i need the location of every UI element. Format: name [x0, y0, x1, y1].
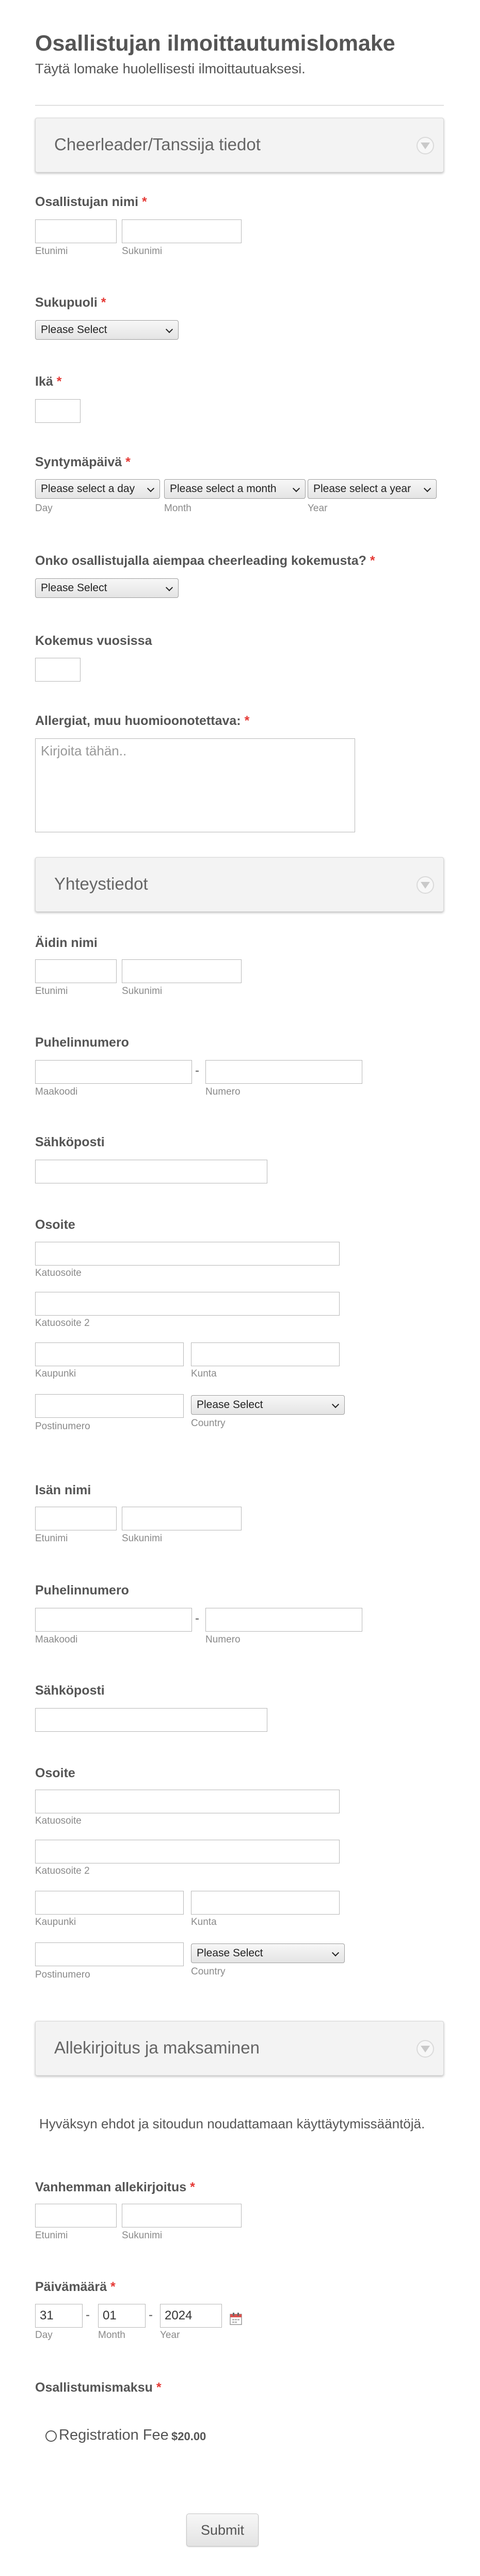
- fee-label: Osallistumismaksu *: [35, 2380, 162, 2395]
- mother-municipality-input[interactable]: [191, 1342, 340, 1366]
- first-name-sublabel: Etunimi: [35, 986, 68, 997]
- father-address-label: Osoite: [35, 1766, 75, 1780]
- first-name-sublabel: Etunimi: [35, 246, 68, 257]
- allergies-label: Allergiat, muu huomioonotettava: *: [35, 714, 250, 728]
- father-email-label: Sähköposti: [35, 1683, 105, 1698]
- father-street-input[interactable]: [35, 1790, 340, 1813]
- birth-day-select[interactable]: Please select a day: [35, 479, 160, 499]
- date-dash: -: [149, 2308, 153, 2322]
- year-sublabel: Year: [308, 503, 328, 514]
- father-municipality-input[interactable]: [191, 1891, 340, 1915]
- date-label: Päivämäärä *: [35, 2280, 116, 2294]
- signature-first-name-input[interactable]: [35, 2204, 117, 2227]
- birth-year-select[interactable]: Please select a year: [308, 479, 437, 499]
- mother-street2-input[interactable]: [35, 1292, 340, 1316]
- municipality-sublabel: Kunta: [191, 1368, 217, 1379]
- street2-sublabel: Katuosoite 2: [35, 1866, 90, 1876]
- father-country-select[interactable]: Please Select: [191, 1943, 345, 1963]
- mother-phone-number-input[interactable]: [205, 1060, 362, 1084]
- mother-email-input[interactable]: [35, 1160, 267, 1183]
- participant-last-name-input[interactable]: [122, 219, 242, 243]
- phone-dash: -: [195, 1611, 199, 1625]
- submit-button[interactable]: Submit: [186, 2514, 259, 2547]
- city-sublabel: Kaupunki: [35, 1917, 76, 1927]
- father-city-input[interactable]: [35, 1891, 184, 1915]
- required-mark: *: [156, 2380, 162, 2395]
- form-subtitle: Täytä lomake huolellisesti ilmoittautuaksesi.: [35, 61, 306, 76]
- allergies-textarea[interactable]: [35, 738, 355, 832]
- mother-name-label: Äidin nimi: [35, 936, 98, 950]
- experience-years-label: Kokemus vuosissa: [35, 634, 152, 648]
- father-phone-label: Puhelinnumero: [35, 1583, 129, 1598]
- city-sublabel: Kaupunki: [35, 1368, 76, 1379]
- required-mark: *: [370, 554, 375, 568]
- header-divider: [35, 105, 444, 106]
- age-label: Ikä *: [35, 374, 62, 389]
- date-day-input[interactable]: [35, 2304, 83, 2328]
- month-sublabel: Month: [164, 503, 191, 514]
- calendar-icon[interactable]: [229, 2312, 243, 2326]
- experience-years-input[interactable]: [35, 658, 81, 682]
- participant-first-name-input[interactable]: [35, 219, 117, 243]
- mother-country-select[interactable]: Please Select: [191, 1395, 345, 1415]
- mother-first-name-input[interactable]: [35, 959, 117, 983]
- section-title: Yhteystiedot: [54, 874, 148, 893]
- father-name-label: Isän nimi: [35, 1483, 91, 1497]
- registration-fee-label[interactable]: Registration Fee: [59, 2427, 169, 2443]
- phone-dash: -: [195, 1064, 199, 1078]
- registration-fee-price: $20.00: [171, 2430, 206, 2443]
- mother-street-input[interactable]: [35, 1242, 340, 1266]
- day-sublabel: Day: [35, 2330, 53, 2341]
- area-code-sublabel: Maakoodi: [35, 1634, 78, 1645]
- parent-signature-label: Vanhemman allekirjoitus *: [35, 2180, 195, 2194]
- required-mark: *: [110, 2280, 116, 2294]
- date-dash: -: [86, 2308, 90, 2322]
- collapse-toggle-icon[interactable]: [417, 137, 434, 154]
- father-postal-input[interactable]: [35, 1942, 184, 1966]
- area-code-sublabel: Maakoodi: [35, 1086, 78, 1097]
- father-first-name-input[interactable]: [35, 1507, 117, 1530]
- signature-last-name-input[interactable]: [122, 2204, 242, 2227]
- father-street2-input[interactable]: [35, 1840, 340, 1863]
- first-name-sublabel: Etunimi: [35, 1533, 68, 1544]
- section-contact-header[interactable]: [35, 857, 444, 912]
- required-mark: *: [142, 195, 147, 209]
- father-email-input[interactable]: [35, 1708, 267, 1732]
- month-sublabel: Month: [98, 2330, 125, 2341]
- phone-number-sublabel: Numero: [205, 1634, 241, 1645]
- experience-select[interactable]: Please Select: [35, 578, 179, 598]
- mother-email-label: Sähköposti: [35, 1135, 105, 1149]
- gender-label: Sukupuoli *: [35, 295, 106, 310]
- form-title: Osallistujan ilmoittautumislomake: [35, 31, 395, 56]
- required-mark: *: [190, 2180, 195, 2194]
- last-name-sublabel: Sukunimi: [122, 2230, 163, 2241]
- birthdate-label: Syntymäpäivä *: [35, 455, 131, 469]
- section-cheer-header[interactable]: [35, 118, 444, 172]
- terms-text: Hyväksyn ehdot ja sitoudun noudattamaan käyttäytymissääntöjä.: [39, 2116, 425, 2131]
- mother-phone-label: Puhelinnumero: [35, 1035, 129, 1050]
- date-month-input[interactable]: [98, 2304, 146, 2328]
- first-name-sublabel: Etunimi: [35, 2230, 68, 2241]
- postal-sublabel: Postinumero: [35, 1421, 90, 1432]
- section-title: Cheerleader/Tanssija tiedot: [54, 135, 261, 154]
- registration-fee-radio[interactable]: [45, 2430, 57, 2442]
- required-mark: *: [56, 374, 62, 389]
- age-input[interactable]: [35, 399, 81, 423]
- last-name-sublabel: Sukunimi: [122, 986, 163, 997]
- experience-question-label: Onko osallistujalla aiempaa cheerleading kokemusta? *: [35, 554, 375, 568]
- mother-area-code-input[interactable]: [35, 1060, 192, 1084]
- last-name-sublabel: Sukunimi: [122, 1533, 163, 1544]
- mother-address-label: Osoite: [35, 1218, 75, 1232]
- participant-name-label: Osallistujan nimi *: [35, 195, 147, 209]
- last-name-sublabel: Sukunimi: [122, 246, 163, 257]
- required-mark: *: [244, 714, 250, 728]
- section-title: Allekirjoitus ja maksaminen: [54, 2038, 260, 2057]
- father-area-code-input[interactable]: [35, 1608, 192, 1632]
- collapse-toggle-icon[interactable]: [417, 2040, 434, 2058]
- phone-number-sublabel: Numero: [205, 1086, 241, 1097]
- required-mark: *: [125, 455, 131, 469]
- street2-sublabel: Katuosoite 2: [35, 1318, 90, 1329]
- postal-sublabel: Postinumero: [35, 1969, 90, 1980]
- gender-select[interactable]: Please Select: [35, 320, 179, 340]
- country-sublabel: Country: [191, 1418, 226, 1429]
- mother-last-name-input[interactable]: [122, 959, 242, 983]
- birth-month-select[interactable]: Please select a month: [164, 479, 306, 499]
- day-sublabel: Day: [35, 503, 53, 514]
- date-year-input[interactable]: [160, 2304, 222, 2328]
- street-sublabel: Katuosoite: [35, 1815, 82, 1826]
- required-mark: *: [101, 295, 106, 310]
- country-sublabel: Country: [191, 1966, 226, 1977]
- mother-city-input[interactable]: [35, 1342, 184, 1366]
- street-sublabel: Katuosoite: [35, 1268, 82, 1278]
- allergies-placeholder: Kirjoita tähän..: [41, 743, 127, 758]
- mother-postal-input[interactable]: [35, 1394, 184, 1418]
- municipality-sublabel: Kunta: [191, 1917, 217, 1927]
- father-phone-number-input[interactable]: [205, 1608, 362, 1632]
- collapse-toggle-icon[interactable]: [417, 876, 434, 894]
- section-signature-header[interactable]: [35, 2021, 444, 2076]
- father-last-name-input[interactable]: [122, 1507, 242, 1530]
- year-sublabel: Year: [160, 2330, 180, 2341]
